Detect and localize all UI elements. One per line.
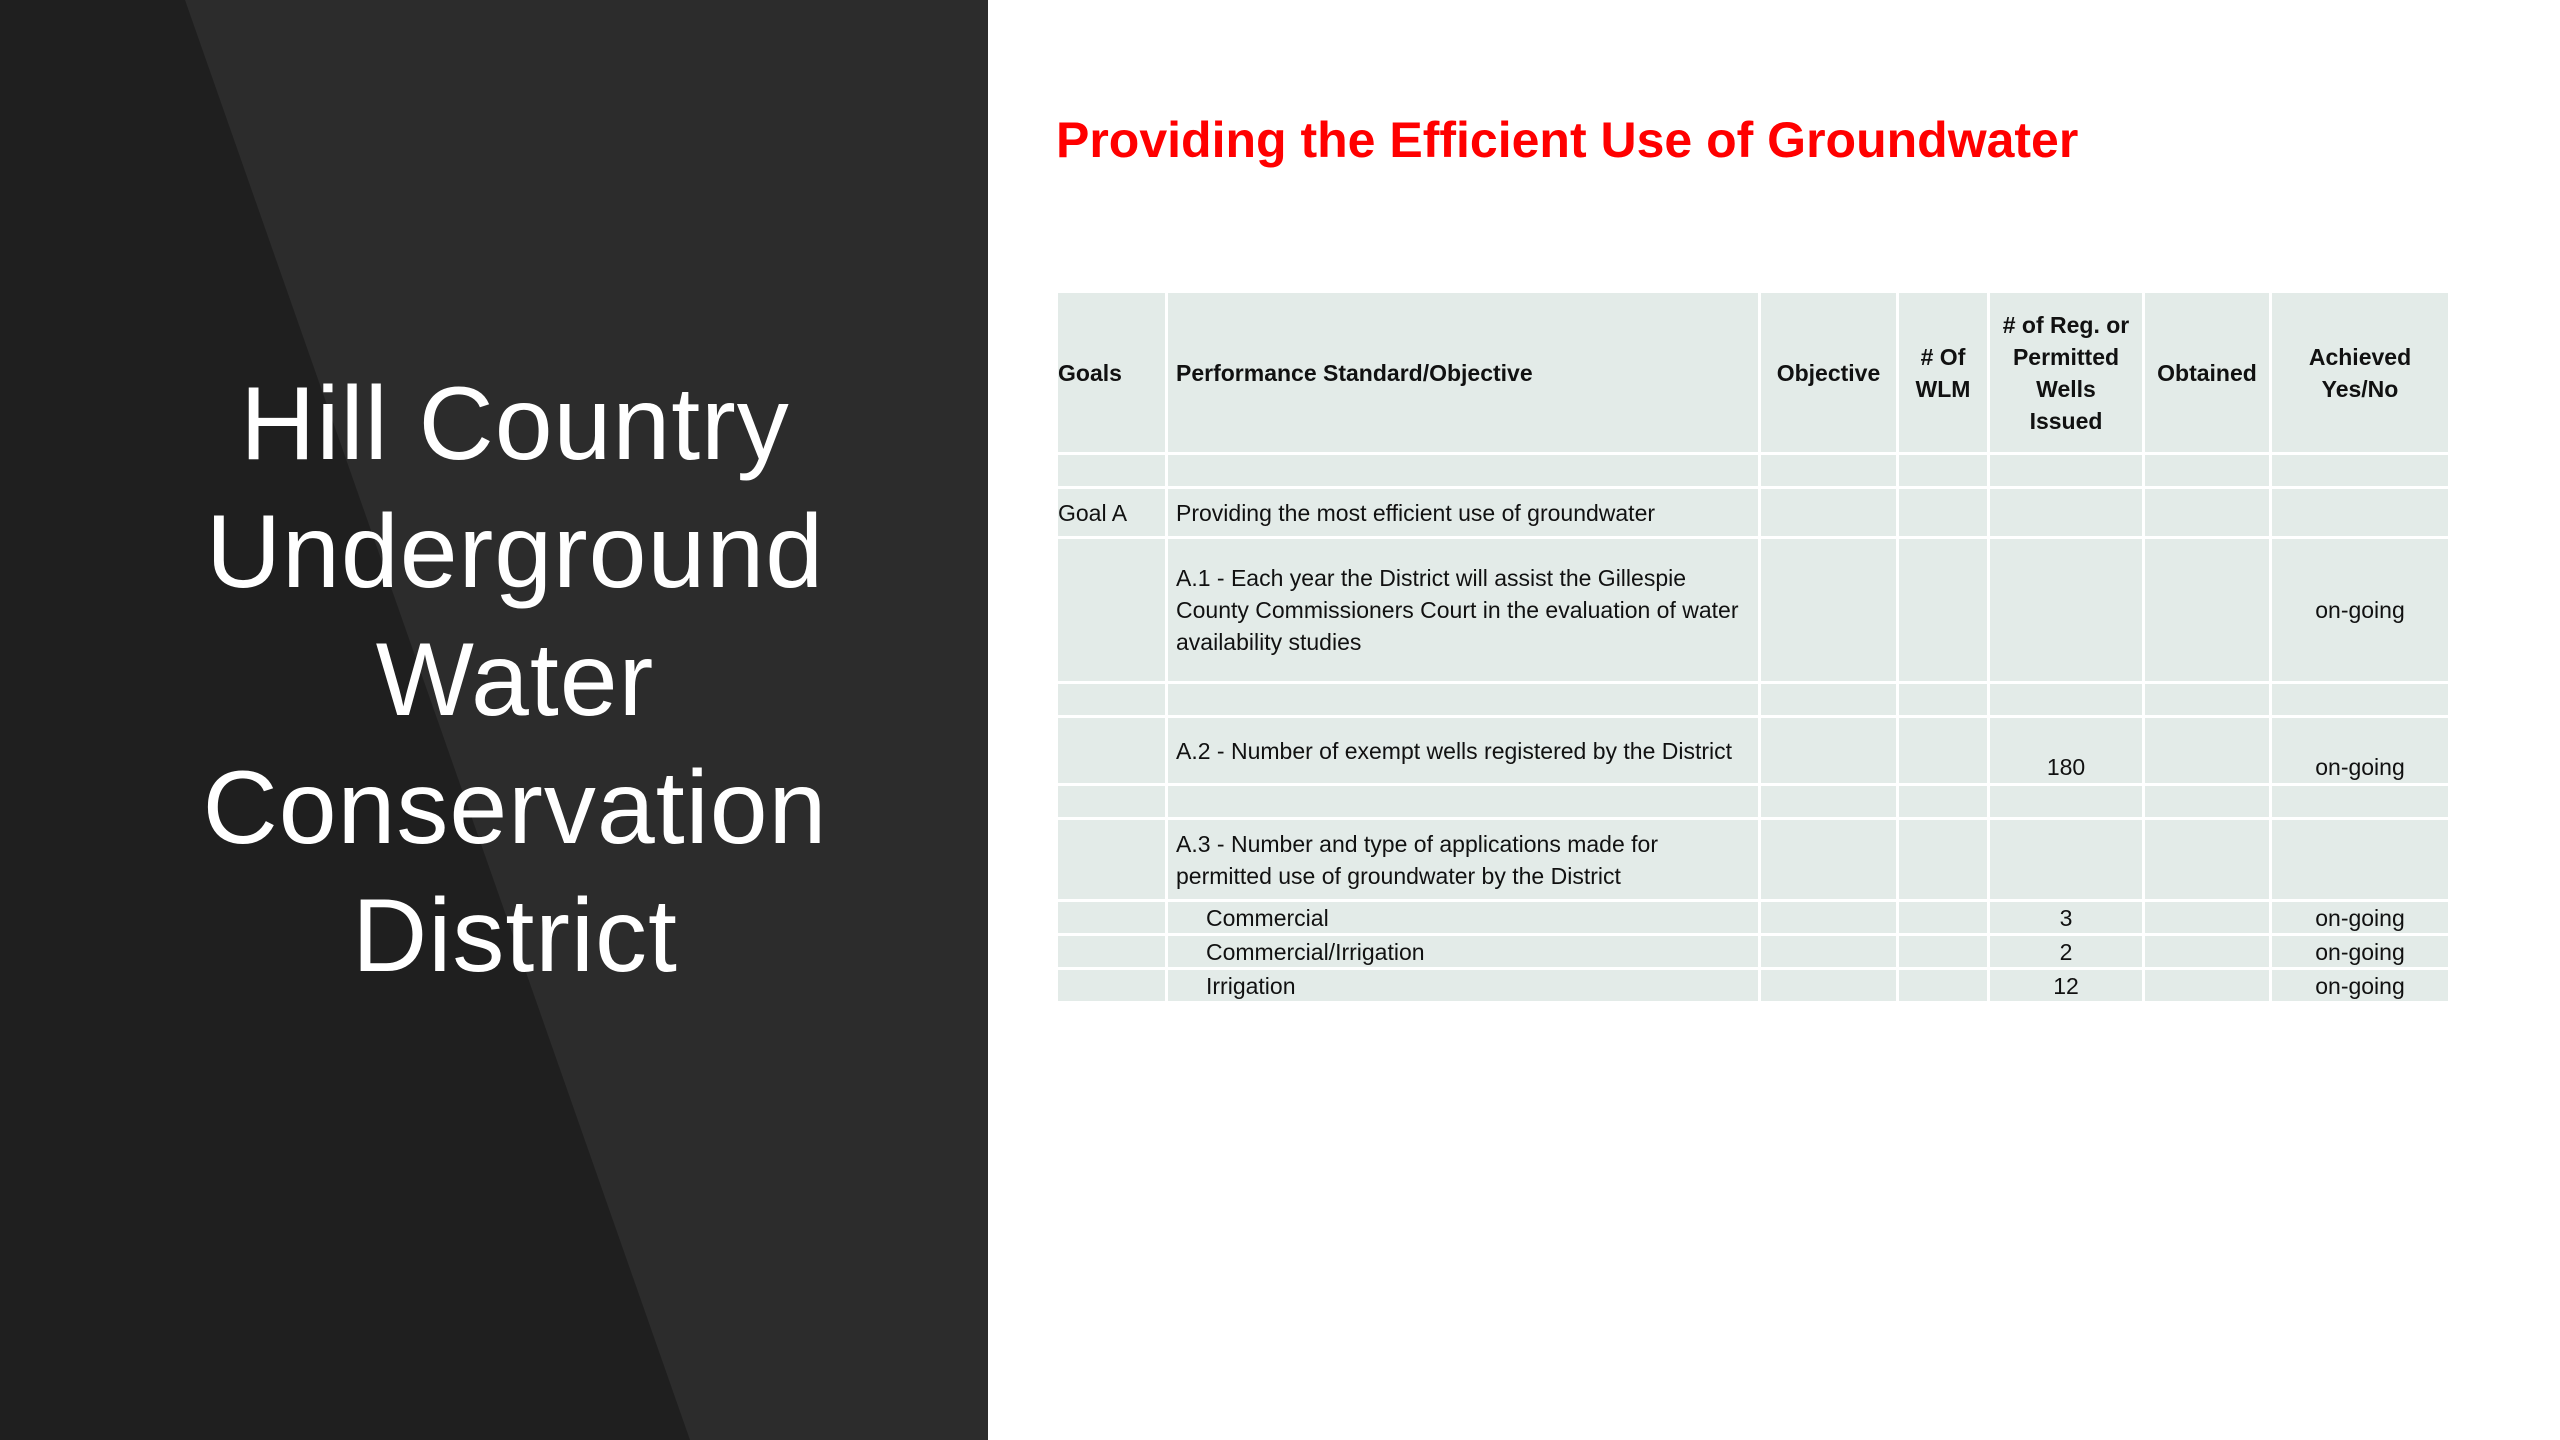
table-row <box>1057 935 2450 969</box>
cell-wells <box>1989 819 2144 901</box>
cell-standard: Commercial <box>1167 901 1760 935</box>
cell-standard: A.1 - Each year the District will assist the Gillespie County Commissioners Court in the evaluation of water availability studies <box>1167 538 1760 683</box>
title-line: Hill Country <box>240 366 790 482</box>
cell-achieved: on-going <box>2271 901 2450 935</box>
header-goals: Goals <box>1057 292 1167 454</box>
cell-standard: Commercial/Irrigation <box>1167 935 1760 969</box>
cell-goal <box>1057 819 1167 901</box>
cell-achieved: on-going <box>2271 717 2450 785</box>
cell-wells: 2 <box>1989 935 2144 969</box>
cell-achieved <box>2271 819 2450 901</box>
title-line: Conservation <box>202 750 828 866</box>
left-panel <box>0 0 988 1440</box>
cell-goal <box>1057 935 1167 969</box>
table-spacer-row <box>1057 683 2450 717</box>
header-wells-issued: # of Reg. or Permitted Wells Issued <box>1989 292 2144 454</box>
cell-standard: Irrigation <box>1167 969 1760 1003</box>
performance-table <box>1055 290 2451 1004</box>
header-obtained: Obtained <box>2144 292 2271 454</box>
cell-wells <box>1989 488 2144 538</box>
cell-wells: 12 <box>1989 969 2144 1003</box>
cell-goal <box>1057 717 1167 785</box>
cell-achieved <box>2271 488 2450 538</box>
cell-standard: A.3 - Number and type of applications made for permitted use of groundwater by the District <box>1167 819 1760 901</box>
title-line: Underground <box>205 494 825 610</box>
cell-wells: 180 <box>1989 717 2144 785</box>
table-spacer-row <box>1057 785 2450 819</box>
table-row <box>1057 819 2450 901</box>
performance-table-container <box>1055 290 2448 1004</box>
cell-achieved: on-going <box>2271 935 2450 969</box>
header-performance-standard: Performance Standard/Objective <box>1167 292 1760 454</box>
table-row <box>1057 969 2450 1003</box>
header-achieved: Achieved Yes/No <box>2271 292 2450 454</box>
cell-goal <box>1057 901 1167 935</box>
cell-achieved: on-going <box>2271 538 2450 683</box>
cell-wells <box>1989 538 2144 683</box>
slide-title: Providing the Efficient Use of Groundwater <box>1056 112 2079 168</box>
table-spacer-row <box>1057 454 2450 488</box>
table-row <box>1057 538 2450 683</box>
table-row <box>1057 717 2450 785</box>
header-objective: Objective <box>1760 292 1898 454</box>
title-line: District <box>352 878 678 994</box>
cell-goal <box>1057 969 1167 1003</box>
cell-wells: 3 <box>1989 901 2144 935</box>
title-line: Water <box>375 622 655 738</box>
cell-standard: Providing the most efficient use of groundwater <box>1167 488 1760 538</box>
table-header-row <box>1057 292 2450 454</box>
cell-goal: Goal A <box>1057 488 1167 538</box>
cell-standard: A.2 - Number of exempt wells registered by the District <box>1167 717 1760 785</box>
table-row <box>1057 901 2450 935</box>
cell-goal <box>1057 538 1167 683</box>
organization-title <box>120 360 910 1000</box>
header-wlm: # Of WLM <box>1898 292 1989 454</box>
cell-achieved: on-going <box>2271 969 2450 1003</box>
table-row <box>1057 488 2450 538</box>
